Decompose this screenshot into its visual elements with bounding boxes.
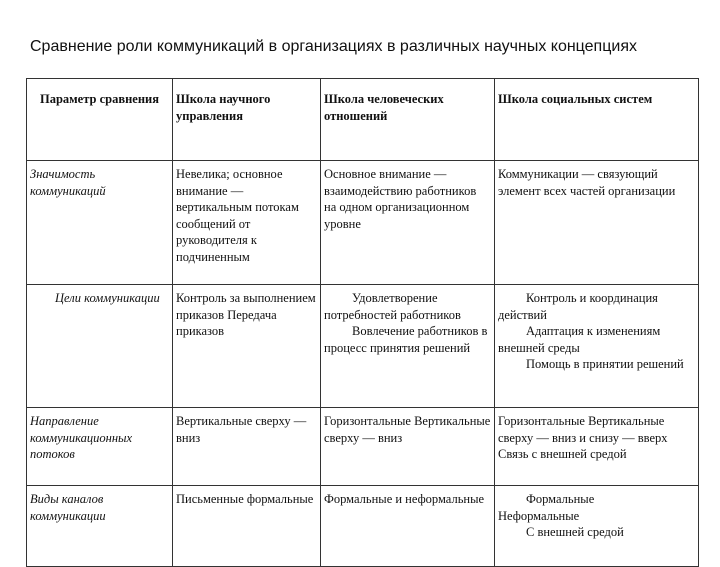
cell-social-systems bbox=[495, 285, 699, 408]
row-param: Значимость коммуникаций bbox=[27, 161, 173, 285]
table-row bbox=[27, 285, 699, 408]
row-param: Цели коммуникации bbox=[27, 285, 173, 408]
cell-scientific-management: Невелика; основное внимание — вертикальным потокам сообщений от руководителя к подчиненным bbox=[173, 161, 321, 285]
row-param: Виды каналов коммуникации bbox=[27, 486, 173, 567]
cell-line: Неформальные bbox=[498, 508, 580, 523]
cell-scientific-management: Вертикальные сверху — вниз bbox=[173, 408, 321, 486]
cell-line: Адаптация к изменениям внешней среды bbox=[498, 324, 661, 355]
row-param: Направление коммуникационных потоков bbox=[27, 408, 173, 486]
cell-scientific-management: Контроль за выполнением приказов Передача приказов bbox=[173, 285, 321, 408]
cell-line: С внешней средой bbox=[526, 525, 624, 539]
cell-social-systems bbox=[495, 486, 699, 567]
cell-human-relations: Горизонтальные Вертикальные сверху — вниз bbox=[321, 408, 495, 486]
cell-social-systems: Горизонтальные Вертикальные сверху — вниз и снизу — вверх Связь с внешней средой bbox=[495, 408, 699, 486]
table-row bbox=[27, 486, 699, 567]
cell-social-systems: Коммуникации — связующий элемент всех частей организации bbox=[495, 161, 699, 285]
header-param: Параметр сравнения bbox=[27, 79, 173, 161]
cell-line: Контроль и координация действий bbox=[498, 291, 658, 322]
cell-scientific-management: Письменные формальные bbox=[173, 486, 321, 567]
header-scientific-management: Школа научного управления bbox=[173, 79, 321, 161]
cell-human-relations: Основное внимание — взаимодействию работников на одном организационном уровне bbox=[321, 161, 495, 285]
cell-line: Помощь в принятии решений bbox=[526, 357, 684, 371]
table-row bbox=[27, 161, 699, 285]
cell-line: Формальные bbox=[526, 492, 595, 506]
header-social-systems: Школа социальных систем bbox=[495, 79, 699, 161]
page-title: Сравнение роли коммуникаций в организациях в различных научных концепциях bbox=[30, 38, 637, 55]
table-header-row bbox=[27, 79, 699, 161]
comparison-table bbox=[26, 78, 699, 567]
cell-human-relations bbox=[321, 285, 495, 408]
cell-line: Вовлечение работников в процесс принятия решений bbox=[324, 324, 488, 355]
header-human-relations: Школа человеческих отношений bbox=[321, 79, 495, 161]
table-row bbox=[27, 408, 699, 486]
cell-line: Удовлетворение потребностей работников bbox=[324, 291, 461, 322]
cell-human-relations: Формальные и неформальные bbox=[321, 486, 495, 567]
